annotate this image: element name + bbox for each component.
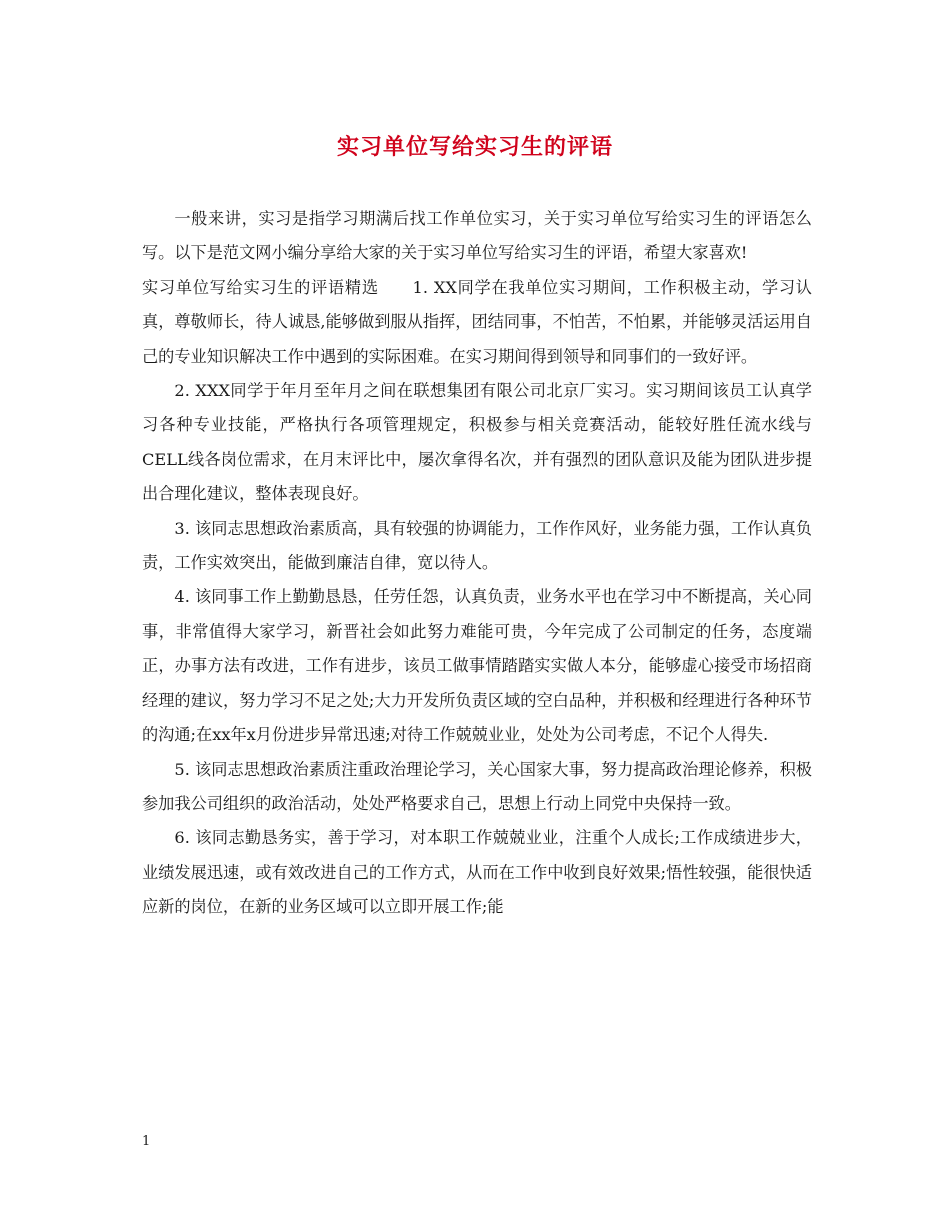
comment-paragraph-3: 3. 该同志思想政治素质高，具有较强的协调能力，工作作风好，业务能力强，工作认真负责，工作实效突出，能做到廉洁自律，宽以待人。 <box>142 518 812 573</box>
page-number: 1 <box>142 1134 151 1149</box>
comment-paragraph-4: 4. 该同事工作上勤勤恳恳，任劳任怨，认真负责，业务水平也在学习中不断提高，关心同事，非常值得大家学习，新晋社会如此努力难能可贵，今年完成了公司制定的任务，态度端正，办事方法有改进，工作有进步，该员工做事情踏踏实实做人本分，能够虚心接受市场招商经理的建议，努力学习不足之处;大力开发所负责区域的空白品种，并积极和经理进行各种环节的沟通;在xx年x月份进步异常迅速;对待工作兢兢业业，处处为公司考虑，不记个人得失. <box>142 587 812 745</box>
comment-paragraph-5: 5. 该同志思想政治素质注重政治理论学习，关心国家大事，努力提高政治理论修养，积极参加我公司组织的政治活动，处处严格要求自己，思想上行动上同党中央保持一致。 <box>142 759 812 813</box>
comment-paragraph-2: 2. XXX同学于年月至年月之间在联想集团有限公司北京厂实习。实习期间该员工认真学习各种专业技能，严格执行各项管理规定，积极参与相关竞赛活动，能较好胜任流水线与CELL线各岗位需求，在月末评比中，屡次拿得名次，并有强烈的团队意识及能为团队进步提出合理化建议，整体表现良好。 <box>142 381 812 504</box>
document-title: 实习单位写给实习生的评语 <box>336 135 613 160</box>
comment-paragraph-1: 实习单位写给实习生的评语精选 1. XX同学在我单位实习期间，工作积极主动，学习认真，尊敬师长，待人诚恳,能够做到服从指挥，团结同事，不怕苦，不怕累，并能够灵活运用自己的专业知识解决工作中遇到的实际困难。在实习期间得到领导和同事们的一致好评。 <box>142 277 812 366</box>
intro-paragraph: 一般来讲，实习是指学习期满后找工作单位实习，关于实习单位写给实习生的评语怎么写。以下是范文网小编分享给大家的关于实习单位写给实习生的评语，希望大家喜欢! <box>142 209 812 263</box>
document-body <box>142 202 812 925</box>
comment-paragraph-6: 6. 该同志勤恳务实，善于学习，对本职工作兢兢业业，注重个人成长;工作成绩进步大，业绩发展迅速，或有效改进自己的工作方式，从而在工作中收到良好效果;悟性较强，能很快适应新的岗位，在新的业务区域可以立即开展工作;能 <box>142 828 812 917</box>
